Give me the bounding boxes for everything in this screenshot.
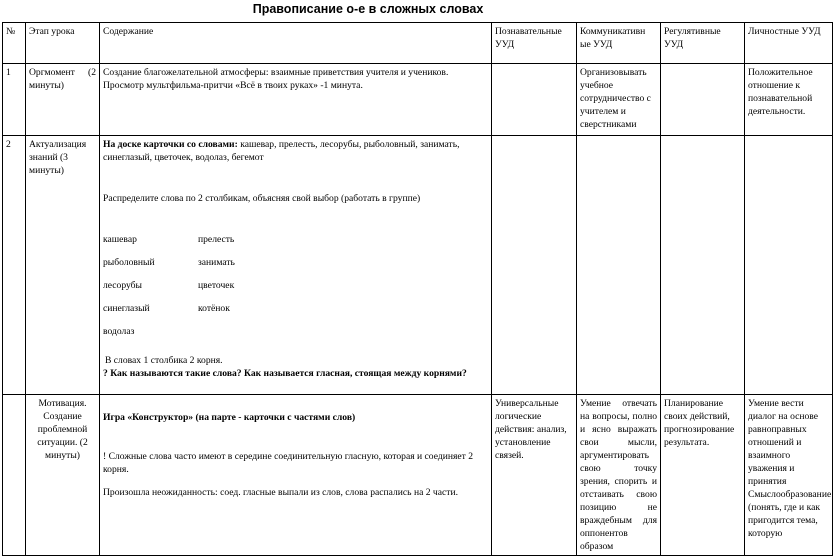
word-pair xyxy=(103,256,488,269)
header-content: Содержание xyxy=(100,23,492,64)
word-pair xyxy=(103,302,488,315)
table-row xyxy=(3,395,833,556)
row3-regulatory: Планирование своих действий, прогнозирование результата. xyxy=(661,395,745,556)
row2-board xyxy=(103,138,488,164)
row3-cognitive: Универсальные логические действия: анализ, установление связей. xyxy=(492,395,577,556)
row1-communicative: Организовывать учебное сотрудничество с учителем и сверстниками xyxy=(577,64,661,136)
lesson-table xyxy=(2,22,833,556)
row2-content xyxy=(100,136,492,395)
word-right: цветочек xyxy=(198,280,235,291)
row2-q1: В словах 1 столбика 2 корня. xyxy=(105,355,223,366)
table-row xyxy=(3,136,833,395)
row2-board-label: На доске карточки со словами: xyxy=(103,139,238,150)
word-left: рыболовный xyxy=(103,257,155,268)
header-communicative: Коммуникативн ые УУД xyxy=(577,23,661,64)
row1-regulatory xyxy=(661,64,745,136)
row1-content xyxy=(100,64,492,136)
row1-stage: Оргмомент (2 минуты) xyxy=(26,64,100,136)
row1-content-line1: Создание благожелательной атмосферы: взаимные приветствия учителя и учеников. xyxy=(103,67,449,78)
word-pair xyxy=(103,233,488,246)
row3-content xyxy=(100,395,492,556)
word-left: кашевар xyxy=(103,234,137,245)
word-left: водолаз xyxy=(103,326,135,337)
row3-game: Игра «Конструктор» (на парте - карточки с частями слов) xyxy=(103,412,356,423)
table-header-row xyxy=(3,23,833,64)
word-pair xyxy=(103,325,488,338)
row1-num: 1 xyxy=(3,64,26,136)
header-stage: Этап урока xyxy=(26,23,100,64)
row2-personal xyxy=(745,136,833,395)
row1-personal: Положительное отношение к познавательной деятельности. xyxy=(745,64,833,136)
header-personal: Личностные УУД xyxy=(745,23,833,64)
table-row xyxy=(3,64,833,136)
word-right: прелесть xyxy=(198,234,235,245)
row1-content-line2: Просмотр мультфильма-притчи «Всё в твоих руках» -1 минута. xyxy=(103,80,363,91)
row3-personal: Умение вести диалог на основе равноправных отношений и взаимного уважения и принятия Смыслообразование (понять, где и как пригодится тема, которую xyxy=(745,395,833,556)
word-left: синеглазый xyxy=(103,303,150,314)
page-title: Правописание о-е в сложных словах xyxy=(252,2,484,16)
word-pair xyxy=(103,279,488,292)
row2-stage: Актуализация знаний (3 минуты) xyxy=(26,136,100,395)
header-regulatory: Регулятивные УУД xyxy=(661,23,745,64)
row2-task: Распределите слова по 2 столбикам, объясняя свой выбор (работать в группе) xyxy=(103,193,421,204)
row3-stage: Мотивация. Создание проблемной ситуации. (2 минуты) xyxy=(26,395,100,556)
header-cognitive: Познавательные УУД xyxy=(492,23,577,64)
row1-cognitive xyxy=(492,64,577,136)
row2-cognitive xyxy=(492,136,577,395)
row2-regulatory xyxy=(661,136,745,395)
word-columns xyxy=(103,233,488,338)
header-num: № xyxy=(3,23,26,64)
word-right: котёнок xyxy=(198,303,230,314)
word-left: лесорубы xyxy=(103,280,143,291)
row3-fact: ! Сложные слова часто имеют в середине соединительную гласную, которая и соединяет 2 корня. xyxy=(103,451,474,475)
row3-num xyxy=(3,395,26,556)
row3-incident: Произошла неожиданность: соед. гласные выпали из слов, слова распались на 2 части. xyxy=(103,487,458,498)
row2-num: 2 xyxy=(3,136,26,395)
word-right: занимать xyxy=(198,257,235,268)
row3-communicative: Умение отвечать на вопросы, полно и ясно выражать свои мысли, аргументировать свою точку зрения, спорить и отстаивать свою позицию не враждебным для оппонентов образом xyxy=(577,395,661,556)
row2-communicative xyxy=(577,136,661,395)
row2-q2: ? Как называются такие слова? Как называется гласная, стоящая между корнями? xyxy=(103,368,467,379)
row2-board-words: кашевар, прелесть, лесорубы, рыболовный, занимать, синеглазый, цветочек, водолаз, бегемот xyxy=(103,139,460,163)
